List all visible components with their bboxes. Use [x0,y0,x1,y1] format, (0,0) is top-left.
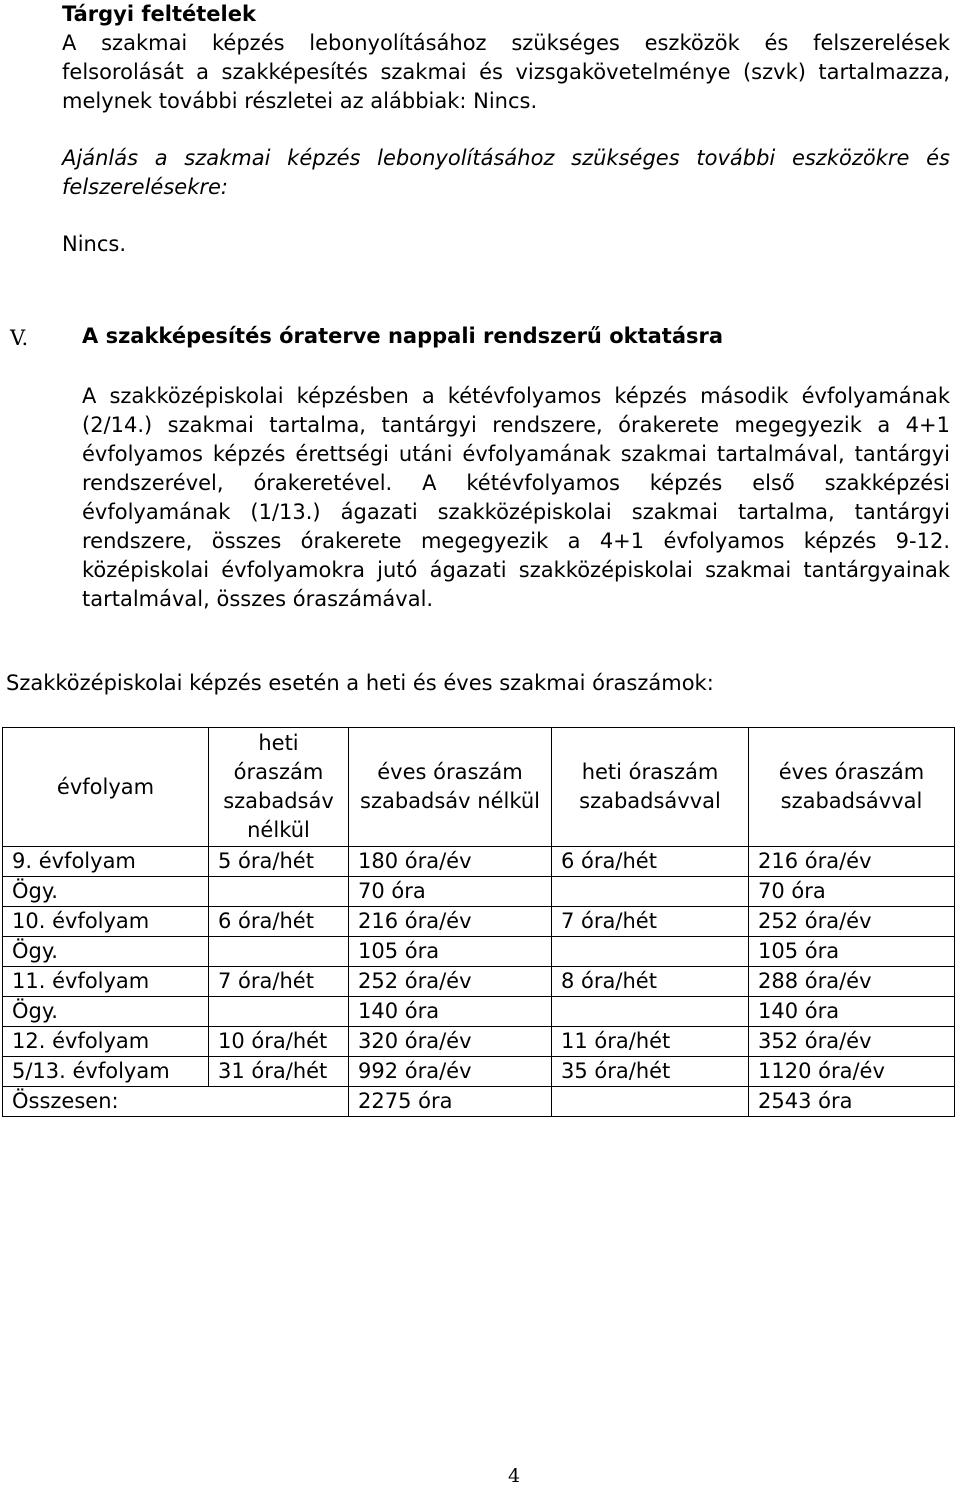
total-empty-cell [552,1087,749,1117]
table-row [3,907,955,937]
none-text: Nincs. [62,232,127,256]
table-row [3,1027,955,1057]
table-cell: 10. évfolyam [3,907,209,937]
table-cell [552,937,749,967]
table-header-row [3,728,955,847]
page-number: 4 [507,1465,521,1487]
table-row [3,937,955,967]
section-heading: Tárgyi feltételek [62,2,256,26]
section-number: V. [10,326,29,350]
table-row [3,1057,955,1087]
table-intro: Szakközépiskolai képzés esetén a heti és éves szakmai óraszámok: [6,671,714,695]
table-cell: 105 óra [749,937,955,967]
table-cell: 216 óra/év [349,907,552,937]
header-cell: éves óraszám szabadsávval [749,728,955,847]
header-cell: éves óraszám szabadsáv nélkül [349,728,552,847]
table-cell: 11. évfolyam [3,967,209,997]
header-cell: évfolyam [3,728,209,847]
table-cell: 35 óra/hét [552,1057,749,1087]
header-cell: heti óraszám szabadsáv nélkül [209,728,349,847]
table-cell [209,997,349,1027]
table-cell: 10 óra/hét [209,1027,349,1057]
hours-table [2,727,955,1117]
recommendation-text: Ajánlás a szakmai képzés lebonyolításához szükséges további eszközökre és felszerelésekre: [62,146,950,199]
section-v-paragraph: A szakközépiskolai képzésben a kétévfolyamos képzés második évfolyamának (2/14.) szakmai tartalma, tantárgyi rendszere, órakerete megegyezik a 4+1 évfolyamos képzés érettségi utáni évfolyamának szakmai tartalmával, tantárgyi rendszerével, órakeretével. A kétévfolyamos képzés első szakképzési évfolyamának (1/13.) ágazati szakközépiskolai szakmai tartalma, tantárgyi rendszere, összes órakerete megegyezik a 4+1 évfolyamos képzés 9-12. középiskolai évfolyamokra jutó ágazati szakközépiskolai szakmai tantárgyainak tartalmával, összes óraszámával. [82,384,950,611]
table-cell: 252 óra/év [749,907,955,937]
header-cell: heti óraszám szabadsávval [552,728,749,847]
table-cell: 320 óra/év [349,1027,552,1057]
table-cell: 216 óra/év [749,847,955,877]
table-row [3,847,955,877]
table-cell: 288 óra/év [749,967,955,997]
table-cell: 252 óra/év [349,967,552,997]
table-cell: 31 óra/hét [209,1057,349,1087]
table-cell: 180 óra/év [349,847,552,877]
table-cell: 70 óra [349,877,552,907]
table-row [3,967,955,997]
table-total-row [3,1087,955,1117]
table-cell: 5/13. évfolyam [3,1057,209,1087]
table-cell: 1120 óra/év [749,1057,955,1087]
table-row [3,877,955,907]
table-cell [209,877,349,907]
table-cell: 12. évfolyam [3,1027,209,1057]
table-cell: 8 óra/hét [552,967,749,997]
table-cell: 140 óra [349,997,552,1027]
table-cell: 352 óra/év [749,1027,955,1057]
table-cell: Ögy. [3,997,209,1027]
equipment-paragraph: A szakmai képzés lebonyolításához szükséges eszközök és felszerelések felsorolását a szakképesítés szakmai és vizsgakövetelménye (szvk) tartalmazza, melynek további részletei az alábbiak: Nincs. [62,31,950,113]
total-annual-with: 2543 óra [749,1087,955,1117]
table-cell [209,937,349,967]
table-cell: Ögy. [3,937,209,967]
table-cell [552,877,749,907]
table-cell: 11 óra/hét [552,1027,749,1057]
section-targyi-feltetelek [62,0,950,259]
table-cell: 70 óra [749,877,955,907]
table-cell: 140 óra [749,997,955,1027]
section-title: A szakképesítés óraterve nappali rendszerű oktatásra [82,324,724,348]
table-cell: 6 óra/hét [552,847,749,877]
table-cell [552,997,749,1027]
table-cell: 6 óra/hét [209,907,349,937]
table-cell: 7 óra/hét [209,967,349,997]
table-row [3,997,955,1027]
table-cell: 105 óra [349,937,552,967]
total-annual-without: 2275 óra [349,1087,552,1117]
table-cell: 7 óra/hét [552,907,749,937]
total-label: Összesen: [3,1087,349,1117]
table-cell: 5 óra/hét [209,847,349,877]
table-cell: 9. évfolyam [3,847,209,877]
table-cell: 992 óra/év [349,1057,552,1087]
table-cell: Ögy. [3,877,209,907]
